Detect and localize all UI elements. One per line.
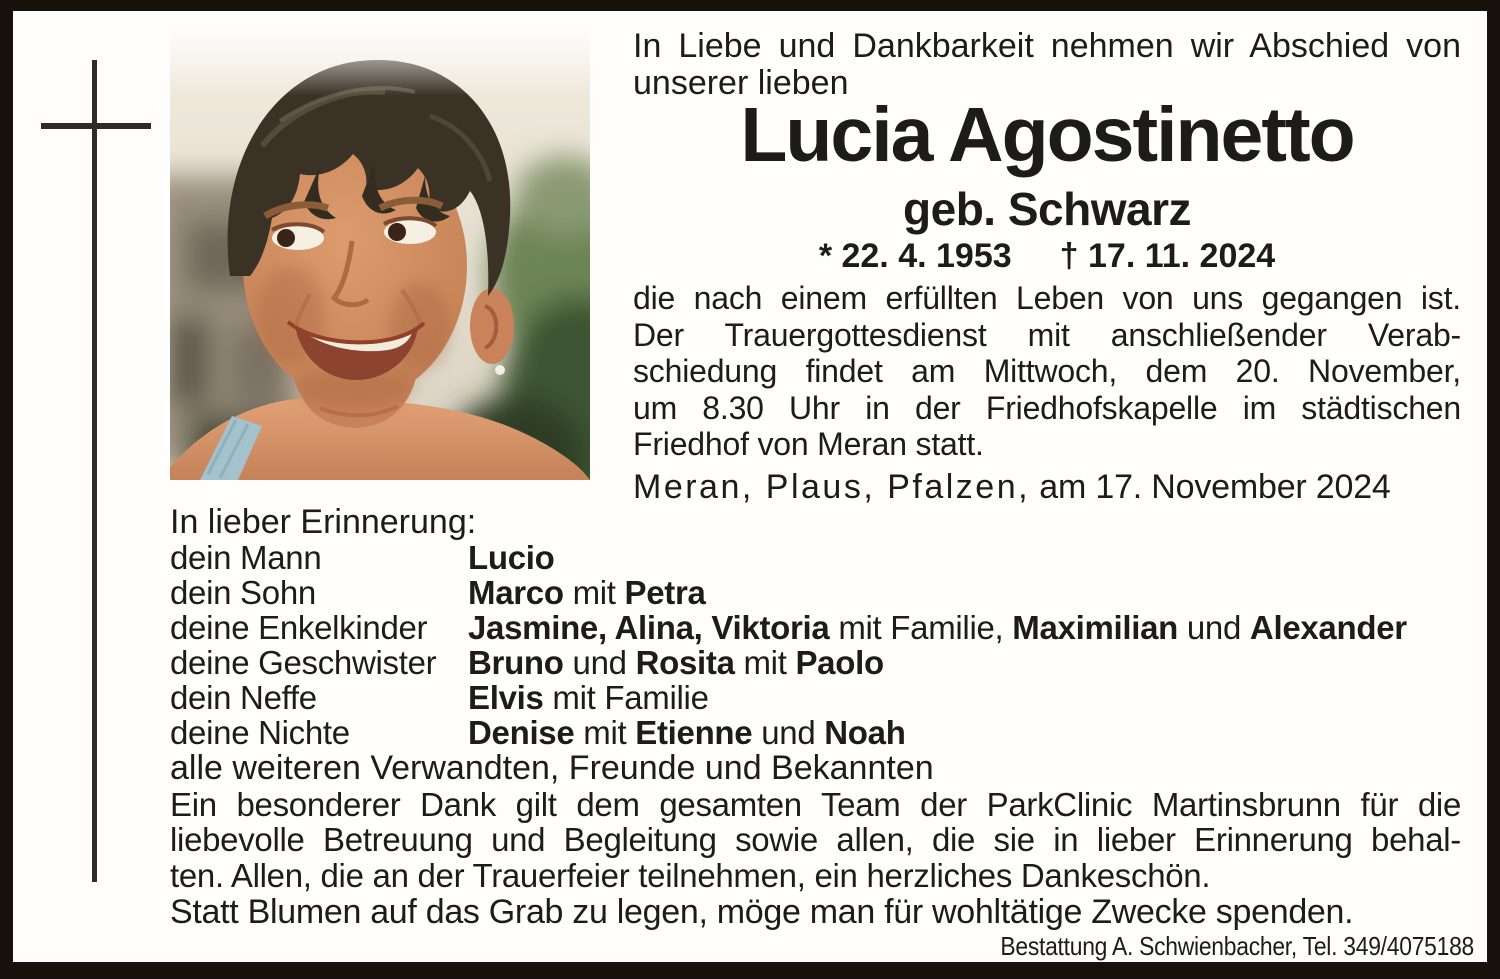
family-member-name: Etienne [635, 714, 753, 751]
relation-label: dein Mann [170, 539, 322, 576]
connector-text: und [1178, 609, 1250, 646]
relation-label: dein Neffe [170, 679, 317, 716]
connector-text: mit [734, 644, 796, 681]
birth-date: * 22. 4. 1953 [818, 237, 1012, 275]
family-row [170, 574, 1461, 609]
death-date: † 17. 11. 2024 [1059, 237, 1276, 275]
family-member-name: Petra [624, 574, 706, 611]
family-member-name: Noah [824, 714, 906, 751]
connector-text: mit [574, 714, 636, 751]
family-member-name: Elvis [468, 679, 544, 716]
relation-label: deine Nichte [170, 714, 350, 751]
family-member-name: Rosita [635, 644, 735, 681]
intro-line: unserer lieben [633, 64, 849, 102]
announcement-line: Der Trauergottesdienst mit anschließender Verab- [633, 316, 1461, 353]
places-text: Meran, Plaus, Pfalzen, [633, 468, 1031, 506]
portrait-photo-illustration [170, 26, 590, 480]
deceased-name: Lucia Agostinetto [740, 92, 1354, 178]
announcement-line: um 8.30 Uhr in der Friedhofskapelle im städtischen [633, 389, 1461, 426]
place-dateline [633, 468, 1461, 507]
funeral-announcement [633, 280, 1461, 463]
family-list [170, 539, 1461, 749]
maiden-name: geb. Schwarz [903, 183, 1191, 235]
family-member-name: Paolo [795, 644, 884, 681]
date-text: am 17. November 2024 [1030, 468, 1391, 506]
connector-text: mit Familie [543, 679, 709, 716]
announcement-line: Friedhof von Meran statt. [633, 426, 984, 462]
connector-text: mit Familie, [829, 609, 1013, 646]
family-member-name: Jasmine, Alina, Viktoria [468, 609, 830, 646]
relation-label: deine Enkelkinder [170, 609, 428, 646]
connector-text: und [752, 714, 825, 751]
family-member-name: Maximilian [1012, 609, 1179, 646]
family-row [170, 644, 1461, 679]
intro-line: In Liebe und Dankbarkeit nehmen wir Abschied von [633, 27, 1461, 65]
connector-text: mit [563, 574, 625, 611]
family-row [170, 679, 1461, 714]
connector-text: und [563, 644, 636, 681]
family-closing-line: alle weiteren Verwandten, Freunde und Bekannten [170, 749, 934, 787]
family-row [170, 539, 1461, 574]
undertaker-contact: Bestattung A. Schwienbacher, Tel. 349/4075188 [1000, 931, 1474, 961]
family-row [170, 714, 1461, 749]
thanks-paragraph [170, 787, 1461, 893]
life-dates [633, 237, 1461, 276]
family-member-name: Denise [468, 714, 575, 751]
family-member-name: Lucio [468, 539, 555, 576]
family-member-name: Marco [468, 574, 564, 611]
portrait-photo [170, 26, 590, 480]
family-member-name: Bruno [468, 644, 564, 681]
announcement-line: schiedung findet am Mittwoch, dem 20. November, [633, 353, 1461, 389]
memorial-cross-icon [41, 123, 151, 129]
donation-request-line: Statt Blumen auf das Grab zu legen, möge man für wohltätige Zwecke spenden. [170, 893, 1354, 931]
relation-label: deine Geschwister [170, 644, 437, 681]
memorial-cross-icon [92, 60, 97, 882]
announcement-line: die nach einem erfüllten Leben von uns gegangen ist. [633, 280, 1461, 316]
family-row [170, 609, 1461, 644]
relation-label: dein Sohn [170, 574, 316, 611]
thanks-line: ten. Allen, die an der Trauerfeier teilnehmen, ein herzliches Dankeschön. [170, 856, 1211, 894]
thanks-line: liebevolle Betreuung und Begleitung sowie allen, die sie in lieber Erinnerung behal- [170, 821, 1461, 859]
thanks-line: Ein besonderer Dank gilt dem gesamten Team der ParkClinic Martinsbrunn für die [170, 786, 1461, 823]
remembrance-heading: In lieber Erinnerung: [170, 503, 477, 541]
family-member-name: Alexander [1249, 609, 1407, 646]
